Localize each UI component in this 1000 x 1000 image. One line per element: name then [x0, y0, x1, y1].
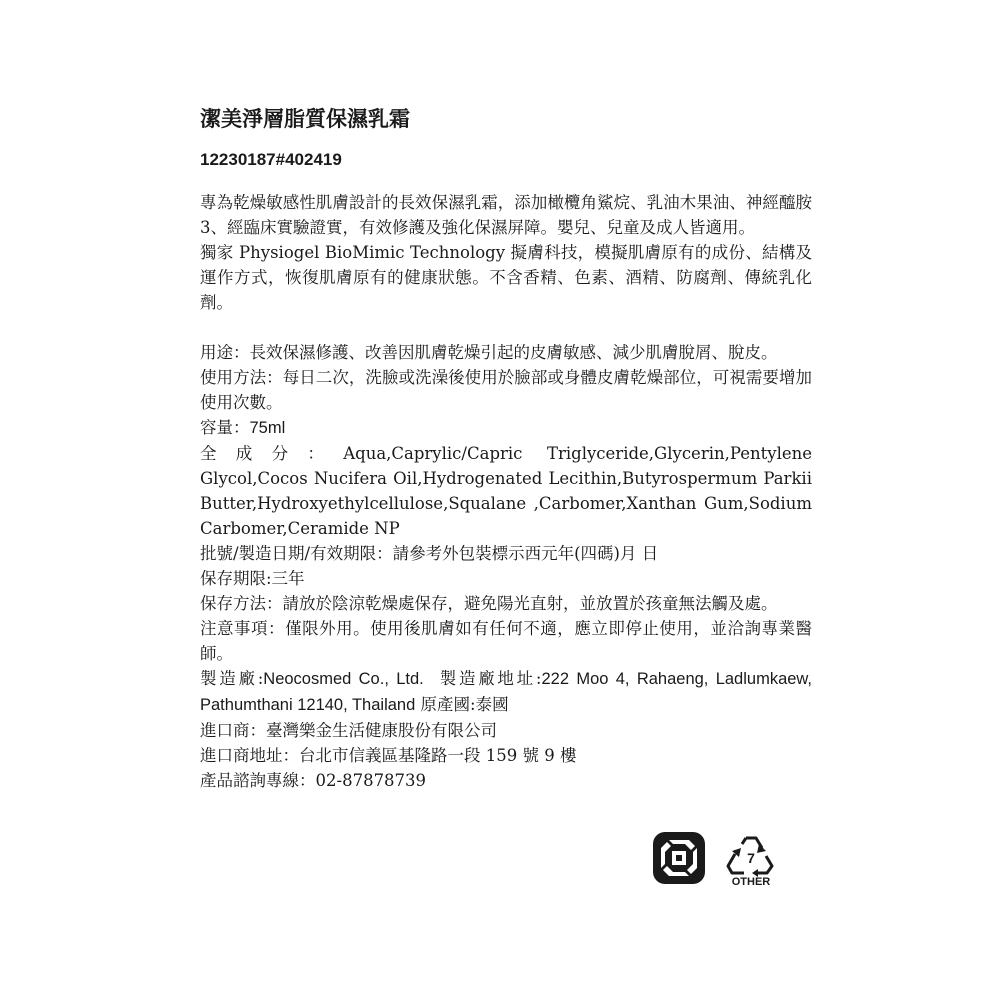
manufacturer-address: 222 Moo 4, Rahaeng, Ladlumkaew, Pathumthani 12140, Thailand: [200, 670, 813, 714]
volume-value: 75ml: [249, 419, 286, 437]
importer-text: 進口商：臺灣樂金生活健康股份有限公司: [200, 721, 497, 740]
importer-address-text: 進口商地址：台北市信義區基隆路一段 159 號 9 樓: [200, 746, 577, 765]
manufacturer-address-label: 製造廠地址:: [439, 669, 542, 688]
volume-label: 容量：: [200, 418, 250, 437]
origin-value: 泰國: [475, 695, 509, 714]
intro-paragraph: 專為乾燥敏感性肌膚設計的長效保濕乳霜，添加橄欖角鯊烷、乳油木果油、神經醯胺 3、經臨床實驗證實，有效修護及強化保濕屏障。嬰兒、兒童及成人皆適用。: [200, 193, 812, 237]
usage-text: 用途：長效保濕修護、改善因肌膚乾燥引起的皮膚敏感、減少肌膚脫屑、脫皮。: [200, 343, 778, 362]
batch-text: 批號/製造日期/有效期限：請參考外包裝標示西元年(四碼)月 日: [200, 544, 659, 563]
resin-code-number: 7: [747, 850, 755, 866]
manufacturer-name: Neocosmed Co., Ltd.: [263, 670, 424, 688]
hotline-text: 產品諮詢專線：02-87878739: [200, 771, 427, 790]
caution-text: 注意事項：僅限外用。使用後肌膚如有任何不適，應立即停止使用，並洽詢專業醫師。: [200, 619, 812, 663]
storage-text: 保存方法：請放於陰涼乾燥處保存，避免陽光直射，並放置於孩童無法觸及處。: [200, 594, 778, 613]
technology-paragraph: 獨家 Physiogel BioMimic Technology 擬膚科技，模擬肌膚原有的成份、結構及運作方式，恢復肌膚原有的健康狀態。不含香精、色素、酒精、防腐劑、傳統乳化劑。: [200, 243, 812, 312]
recycle-mark-icon: [651, 830, 707, 886]
product-code: 12230187#402419: [200, 150, 342, 169]
volume-line: [200, 415, 812, 441]
origin-label: 原產國:: [420, 695, 476, 714]
product-label-document: [200, 104, 812, 793]
product-title: 潔美淨層脂質保濕乳霜: [200, 107, 410, 131]
directions-text: 使用方法：每日二次，洗臉或洗澡後使用於臉部或身體皮膚乾燥部位，可視需要增加使用次數。: [200, 368, 812, 412]
manufacturer-label: 製造廠:: [200, 669, 264, 688]
shelf-life-text: 保存期限:三年: [200, 569, 305, 588]
manufacturer-line: [200, 666, 812, 718]
ingredients-text: 全成分：Aqua,Caprylic/Capric Triglyceride,Glycerin,Pentylene Glycol,Cocos Nucifera Oil,Hydrogenated Lecithin,Butyrospermum Parkii Butter,Hydroxyethylcellulose,Squalane ,Carbomer,Xanthan Gum,Sodium Carbomer,Ceramide NP: [200, 444, 812, 538]
resin-code-label: OTHER: [731, 876, 771, 888]
